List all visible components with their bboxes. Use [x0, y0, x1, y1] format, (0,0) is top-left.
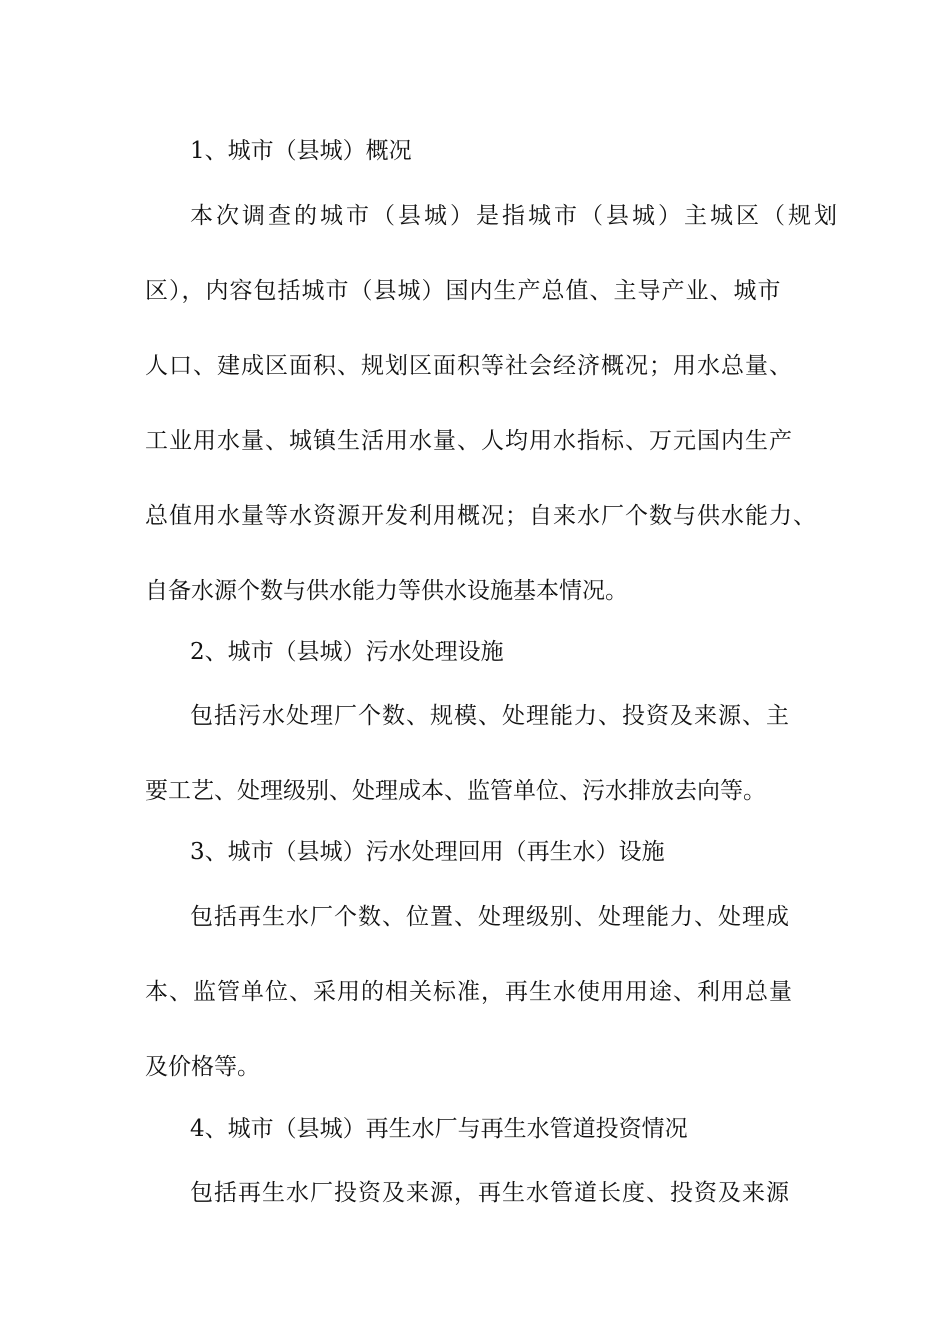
section-4-line-1: 包括再生水厂投资及来源，再生水管道长度、投资及来源 — [190, 1180, 790, 1206]
section-2-line-1: 包括污水处理厂个数、规模、处理能力、投资及来源、主 — [190, 703, 790, 729]
section-1-line-4: 工业用水量、城镇生活用水量、人均用水指标、万元国内生产 — [145, 428, 793, 454]
section-2-line-2: 要工艺、处理级别、处理成本、监管单位、污水排放去向等。 — [145, 778, 766, 804]
section-3-line-3: 及价格等。 — [145, 1054, 260, 1080]
section-1-line-2: 区），内容包括城市（县城）国内生产总值、主导产业、城市 — [145, 278, 782, 304]
section-2-heading: 2、城市（县城）污水处理设施 — [190, 639, 504, 665]
section-4-heading: 4、城市（县城）再生水厂与再生水管道投资情况 — [190, 1116, 688, 1142]
section-1-line-3: 人口、建成区面积、规划区面积等社会经济概况；用水总量、 — [145, 353, 793, 379]
section-1-line-1: 本次调查的城市（县城）是指城市（县城）主城区（规划 — [190, 203, 840, 229]
section-3-heading: 3、城市（县城）污水处理回用（再生水）设施 — [190, 839, 665, 865]
section-3-line-2: 本、监管单位、采用的相关标准，再生水使用用途、利用总量 — [145, 979, 793, 1005]
section-1-heading: 1、城市（县城）概况 — [190, 138, 412, 164]
section-3-line-1: 包括再生水厂个数、位置、处理级别、处理能力、处理成 — [190, 904, 790, 930]
section-1-line-5: 总值用水量等水资源开发利用概况；自来水厂个数与供水能力、 — [145, 503, 817, 529]
section-1-line-6: 自备水源个数与供水能力等供水设施基本情况。 — [145, 578, 628, 604]
